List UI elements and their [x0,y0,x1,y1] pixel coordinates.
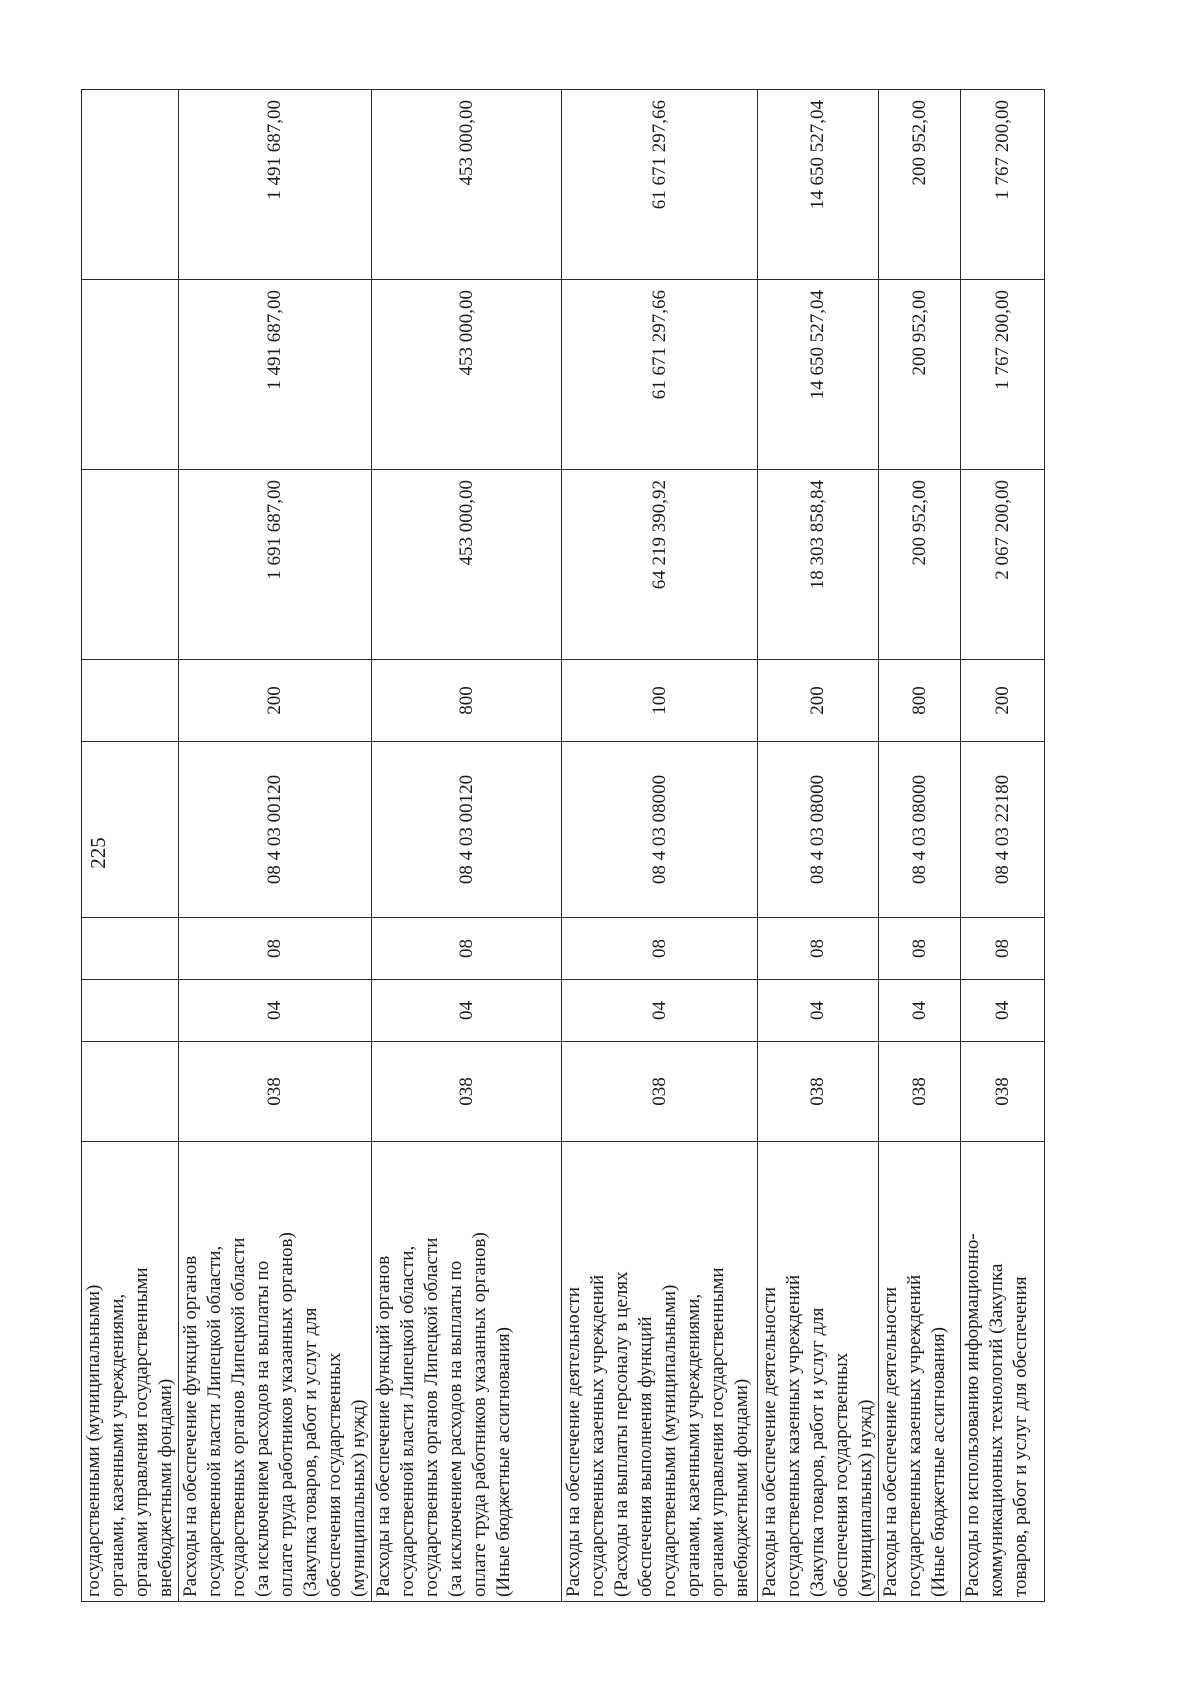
table-row [562,90,758,1602]
budget-table-rotated [81,90,1039,1602]
sum-year1-cell: 1 691 687,00 [179,470,372,660]
table-row [179,90,372,1602]
sum-year1-cell: 18 303 858,84 [758,470,879,660]
subsection-cell: 08 [961,918,1045,980]
section-cell: 04 [758,980,879,1042]
sum-year2-cell: 200 952,00 [879,280,961,470]
sum-year3-cell: 14 650 527,04 [758,90,879,280]
subsection-cell: 08 [758,918,879,980]
section-cell: 04 [372,980,562,1042]
target-article-cell: 08 4 03 00120 [179,742,372,918]
sum-year2-cell: 61 671 297,66 [562,280,758,470]
expense-type-cell: 200 [179,660,372,742]
grbs-cell: 038 [562,1042,758,1142]
grbs-cell: 038 [372,1042,562,1142]
subsection-cell: 08 [372,918,562,980]
sum-year2-cell: 453 000,00 [372,280,562,470]
expense-type-cell: 200 [758,660,879,742]
sum-year2-cell: 1 767 200,00 [961,280,1045,470]
section-cell: 04 [562,980,758,1042]
sum-year3-cell: 453 000,00 [372,90,562,280]
row-description: Расходы на обеспечение деятельности государственных казенных учреждений (Иные бюджетные ассигнования) [879,1142,961,1602]
grbs-cell: 038 [758,1042,879,1142]
sum-year1-cell: 453 000,00 [372,470,562,660]
grbs-cell [82,1042,179,1142]
target-article-cell: 08 4 03 08000 [879,742,961,918]
target-article-cell [82,742,179,918]
row-description: Расходы по использованию информационно- коммуникационных технологий (Закупка товаров, работ и услуг для обеспечения [961,1142,1045,1602]
section-cell: 04 [961,980,1045,1042]
expense-type-cell: 100 [562,660,758,742]
grbs-cell: 038 [179,1042,372,1142]
expense-type-cell: 200 [961,660,1045,742]
subsection-cell: 08 [562,918,758,980]
expense-type-cell: 800 [372,660,562,742]
table-row [82,90,179,1602]
subsection-cell: 08 [879,918,961,980]
grbs-cell: 038 [961,1042,1045,1142]
section-cell: 04 [179,980,372,1042]
budget-table [81,89,1045,1602]
section-cell: 04 [879,980,961,1042]
table-row [758,90,879,1602]
sum-year2-cell: 14 650 527,04 [758,280,879,470]
row-description: Расходы на обеспечение деятельности государственных казенных учреждений (Расходы на выплаты персоналу в целях обеспечения выполнения функций государственными (муниципальными) органами, казенными учреждениями, органами управления государственными внебюджетными фондами) [562,1142,758,1602]
row-description: Расходы на обеспечение функций органов государственной власти Липецкой области, государственных органов Липецкой области (за исключением расходов на выплаты по оплате труда работников указанных органов) (Закупка товаров, работ и услуг для обеспечения государственных (муниципальных) нужд) [179,1142,372,1602]
target-article-cell: 08 4 03 08000 [758,742,879,918]
row-description: Расходы на обеспечение функций органов государственной власти Липецкой области, государственных органов Липецкой области (за исключением расходов на выплаты по оплате труда работников указанных органов) (Иные бюджетные ассигнования) [372,1142,562,1602]
sum-year1-cell: 200 952,00 [879,470,961,660]
sum-year3-cell: 61 671 297,66 [562,90,758,280]
sum-year1-cell: 64 219 390,92 [562,470,758,660]
row-description: государственными (муниципальными) органами, казенными учреждениями, органами управления государственными внебюджетными фондами) [82,1142,179,1602]
subsection-cell: 08 [179,918,372,980]
page-number: 225 [86,837,110,869]
table-row [372,90,562,1602]
row-description: Расходы на обеспечение деятельности государственных казенных учреждений (Закупка товаров, работ и услуг для обеспечения государственных (муниципальных) нужд) [758,1142,879,1602]
sum-year3-cell: 1 767 200,00 [961,90,1045,280]
target-article-cell: 08 4 03 00120 [372,742,562,918]
sum-year2-cell [82,280,179,470]
table-row [961,90,1045,1602]
sum-year2-cell: 1 491 687,00 [179,280,372,470]
target-article-cell: 08 4 03 08000 [562,742,758,918]
expense-type-cell [82,660,179,742]
grbs-cell: 038 [879,1042,961,1142]
sum-year3-cell: 200 952,00 [879,90,961,280]
sum-year1-cell [82,470,179,660]
expense-type-cell: 800 [879,660,961,742]
sum-year3-cell: 1 491 687,00 [179,90,372,280]
section-cell [82,980,179,1042]
target-article-cell: 08 4 03 22180 [961,742,1045,918]
sum-year3-cell [82,90,179,280]
table-row [879,90,961,1602]
sum-year1-cell: 2 067 200,00 [961,470,1045,660]
subsection-cell [82,918,179,980]
